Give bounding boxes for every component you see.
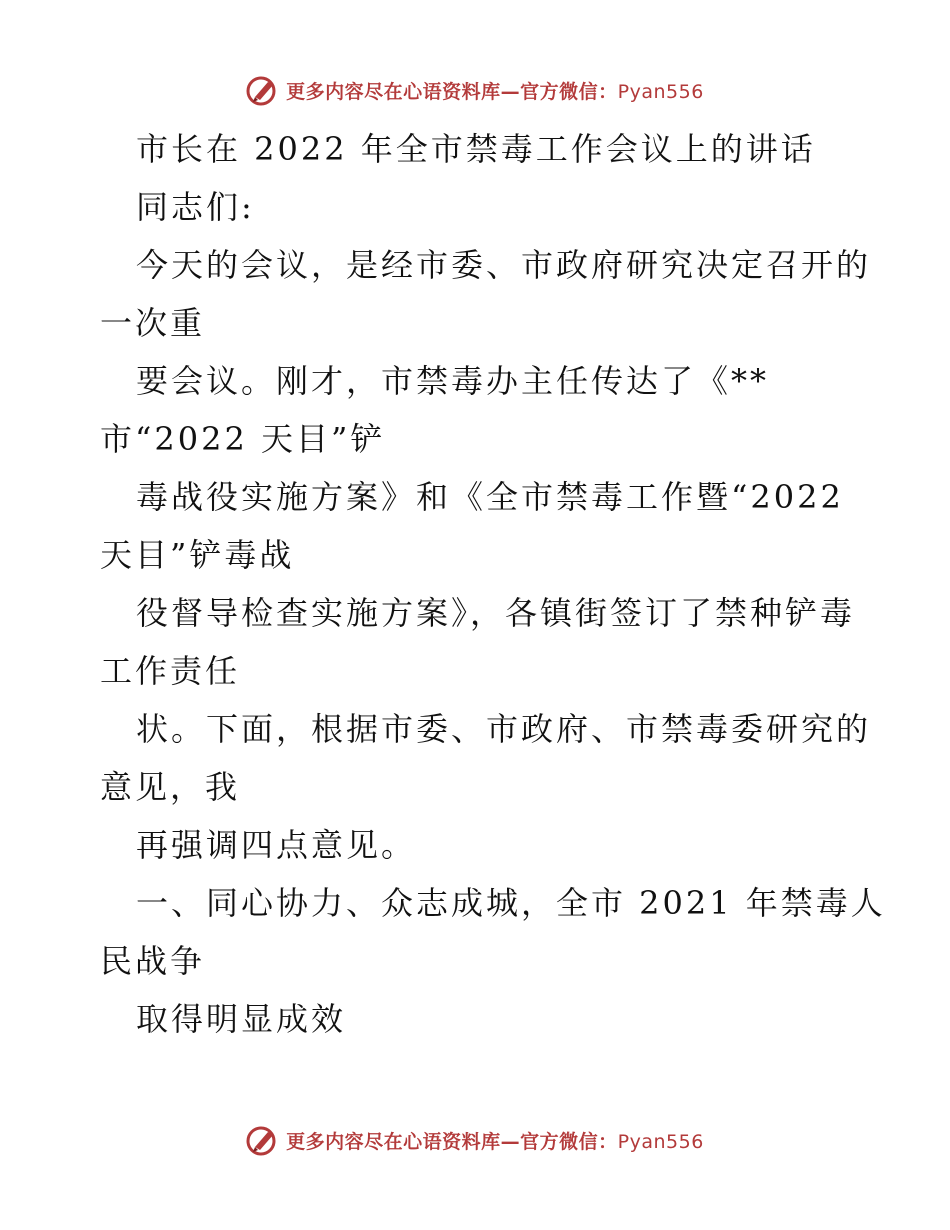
watermark-banner-top bbox=[0, 70, 950, 110]
salutation: 同志们: bbox=[136, 188, 255, 226]
paragraph-line: 市“2022 天目”铲 bbox=[100, 420, 386, 458]
pen-logo-icon bbox=[246, 1123, 280, 1157]
watermark-text-cn: 更多内容尽在心语资料库—官方微信： bbox=[286, 1130, 618, 1153]
watermark-wechat-id: Pyan556 bbox=[617, 80, 704, 103]
paragraph-line: 役督导检查实施方案》，各镇街签订了禁种铲毒 bbox=[136, 594, 856, 632]
paragraph-line: 意见，我 bbox=[100, 768, 241, 806]
watermark-text bbox=[286, 1127, 704, 1154]
speech-title: 市长在 2022 年全市禁毒工作会议上的讲话 bbox=[136, 130, 816, 168]
watermark-banner-bottom bbox=[0, 1120, 950, 1160]
watermark-text-cn: 更多内容尽在心语资料库—官方微信： bbox=[286, 80, 618, 103]
paragraph-line: 状。下面，根据市委、市政府、市禁毒委研究的 bbox=[136, 710, 872, 748]
paragraph-line: 今天的会议，是经市委、市政府研究决定召开的 bbox=[136, 246, 872, 284]
pen-logo-icon bbox=[246, 73, 280, 107]
paragraph-line: 天目”铲毒战 bbox=[100, 536, 295, 574]
paragraph-line: 再强调四点意见。 bbox=[136, 826, 417, 864]
watermark-text bbox=[286, 77, 704, 104]
paragraph-line: 要会议。刚才，市禁毒办主任传达了《** bbox=[136, 362, 770, 400]
section-heading: 一、同心协力、众志成城，全市 2021 年禁毒人 bbox=[136, 884, 886, 922]
watermark-wechat-id: Pyan556 bbox=[617, 1130, 704, 1153]
paragraph-line: 一次重 bbox=[100, 304, 206, 342]
section-heading: 民战争 bbox=[100, 942, 206, 980]
section-heading: 取得明显成效 bbox=[136, 1000, 347, 1038]
paragraph-line: 工作责任 bbox=[100, 652, 241, 690]
paragraph-line: 毒战役实施方案》和《全市禁毒工作暨“2022 bbox=[136, 478, 844, 516]
